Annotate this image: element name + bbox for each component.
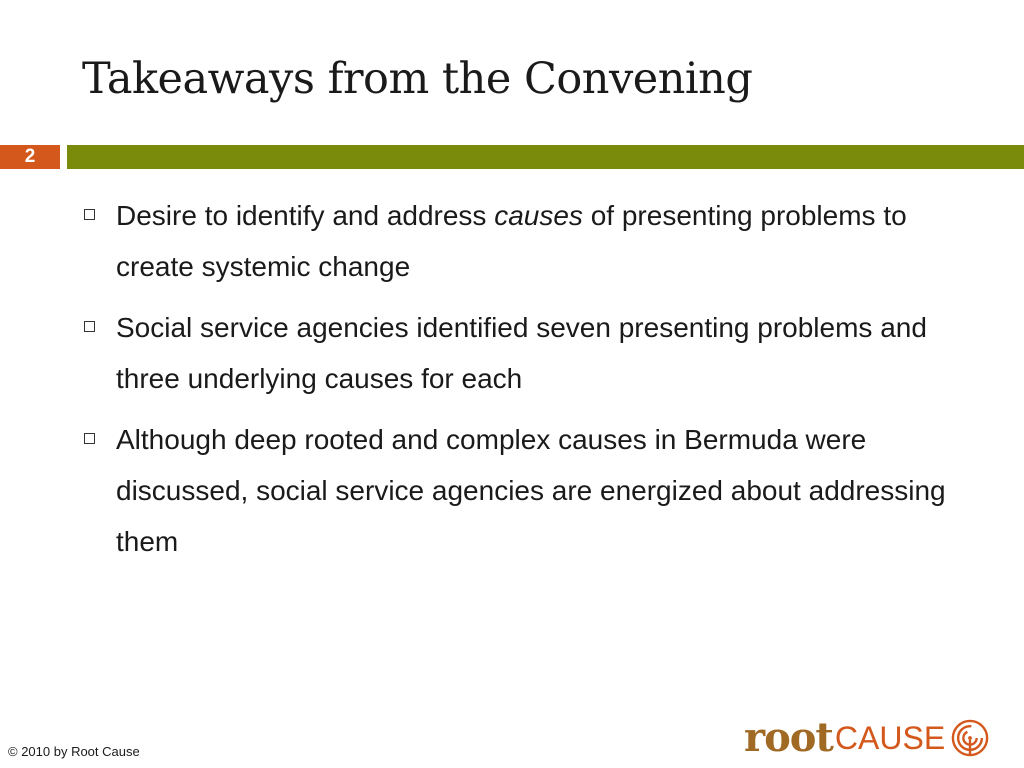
root-cause-logo	[744, 712, 989, 764]
bullet-text: Although deep rooted and complex causes in Bermuda were discussed, social service agencies are energized about addressing them	[116, 424, 946, 557]
bullet-text-pre: Desire to identify and address	[116, 200, 495, 231]
footer-copyright: © 2010 by Root Cause	[8, 744, 140, 759]
square-bullet-icon	[84, 321, 95, 332]
logo-cause-text: CAUSE	[834, 720, 946, 756]
title-divider-bar	[67, 145, 1024, 169]
bullet-text-emphasis: causes	[494, 200, 583, 231]
bullet-item	[80, 190, 980, 292]
square-bullet-icon	[84, 433, 95, 444]
slide-title: Takeaways from the Convening	[82, 54, 753, 104]
spiral-icon	[951, 719, 989, 757]
slide-number: 2	[24, 146, 36, 167]
logo-root-text: root	[744, 714, 833, 761]
bullet-item	[80, 414, 980, 567]
bullet-text: Social service agencies identified seven presenting problems and three underlying causes for each	[116, 312, 927, 394]
bullet-list	[80, 190, 980, 577]
slide-number-badge	[0, 145, 60, 169]
square-bullet-icon	[84, 209, 95, 220]
bullet-text-post: of presenting problems to create systemic change	[116, 200, 907, 282]
bullet-item	[80, 302, 980, 404]
